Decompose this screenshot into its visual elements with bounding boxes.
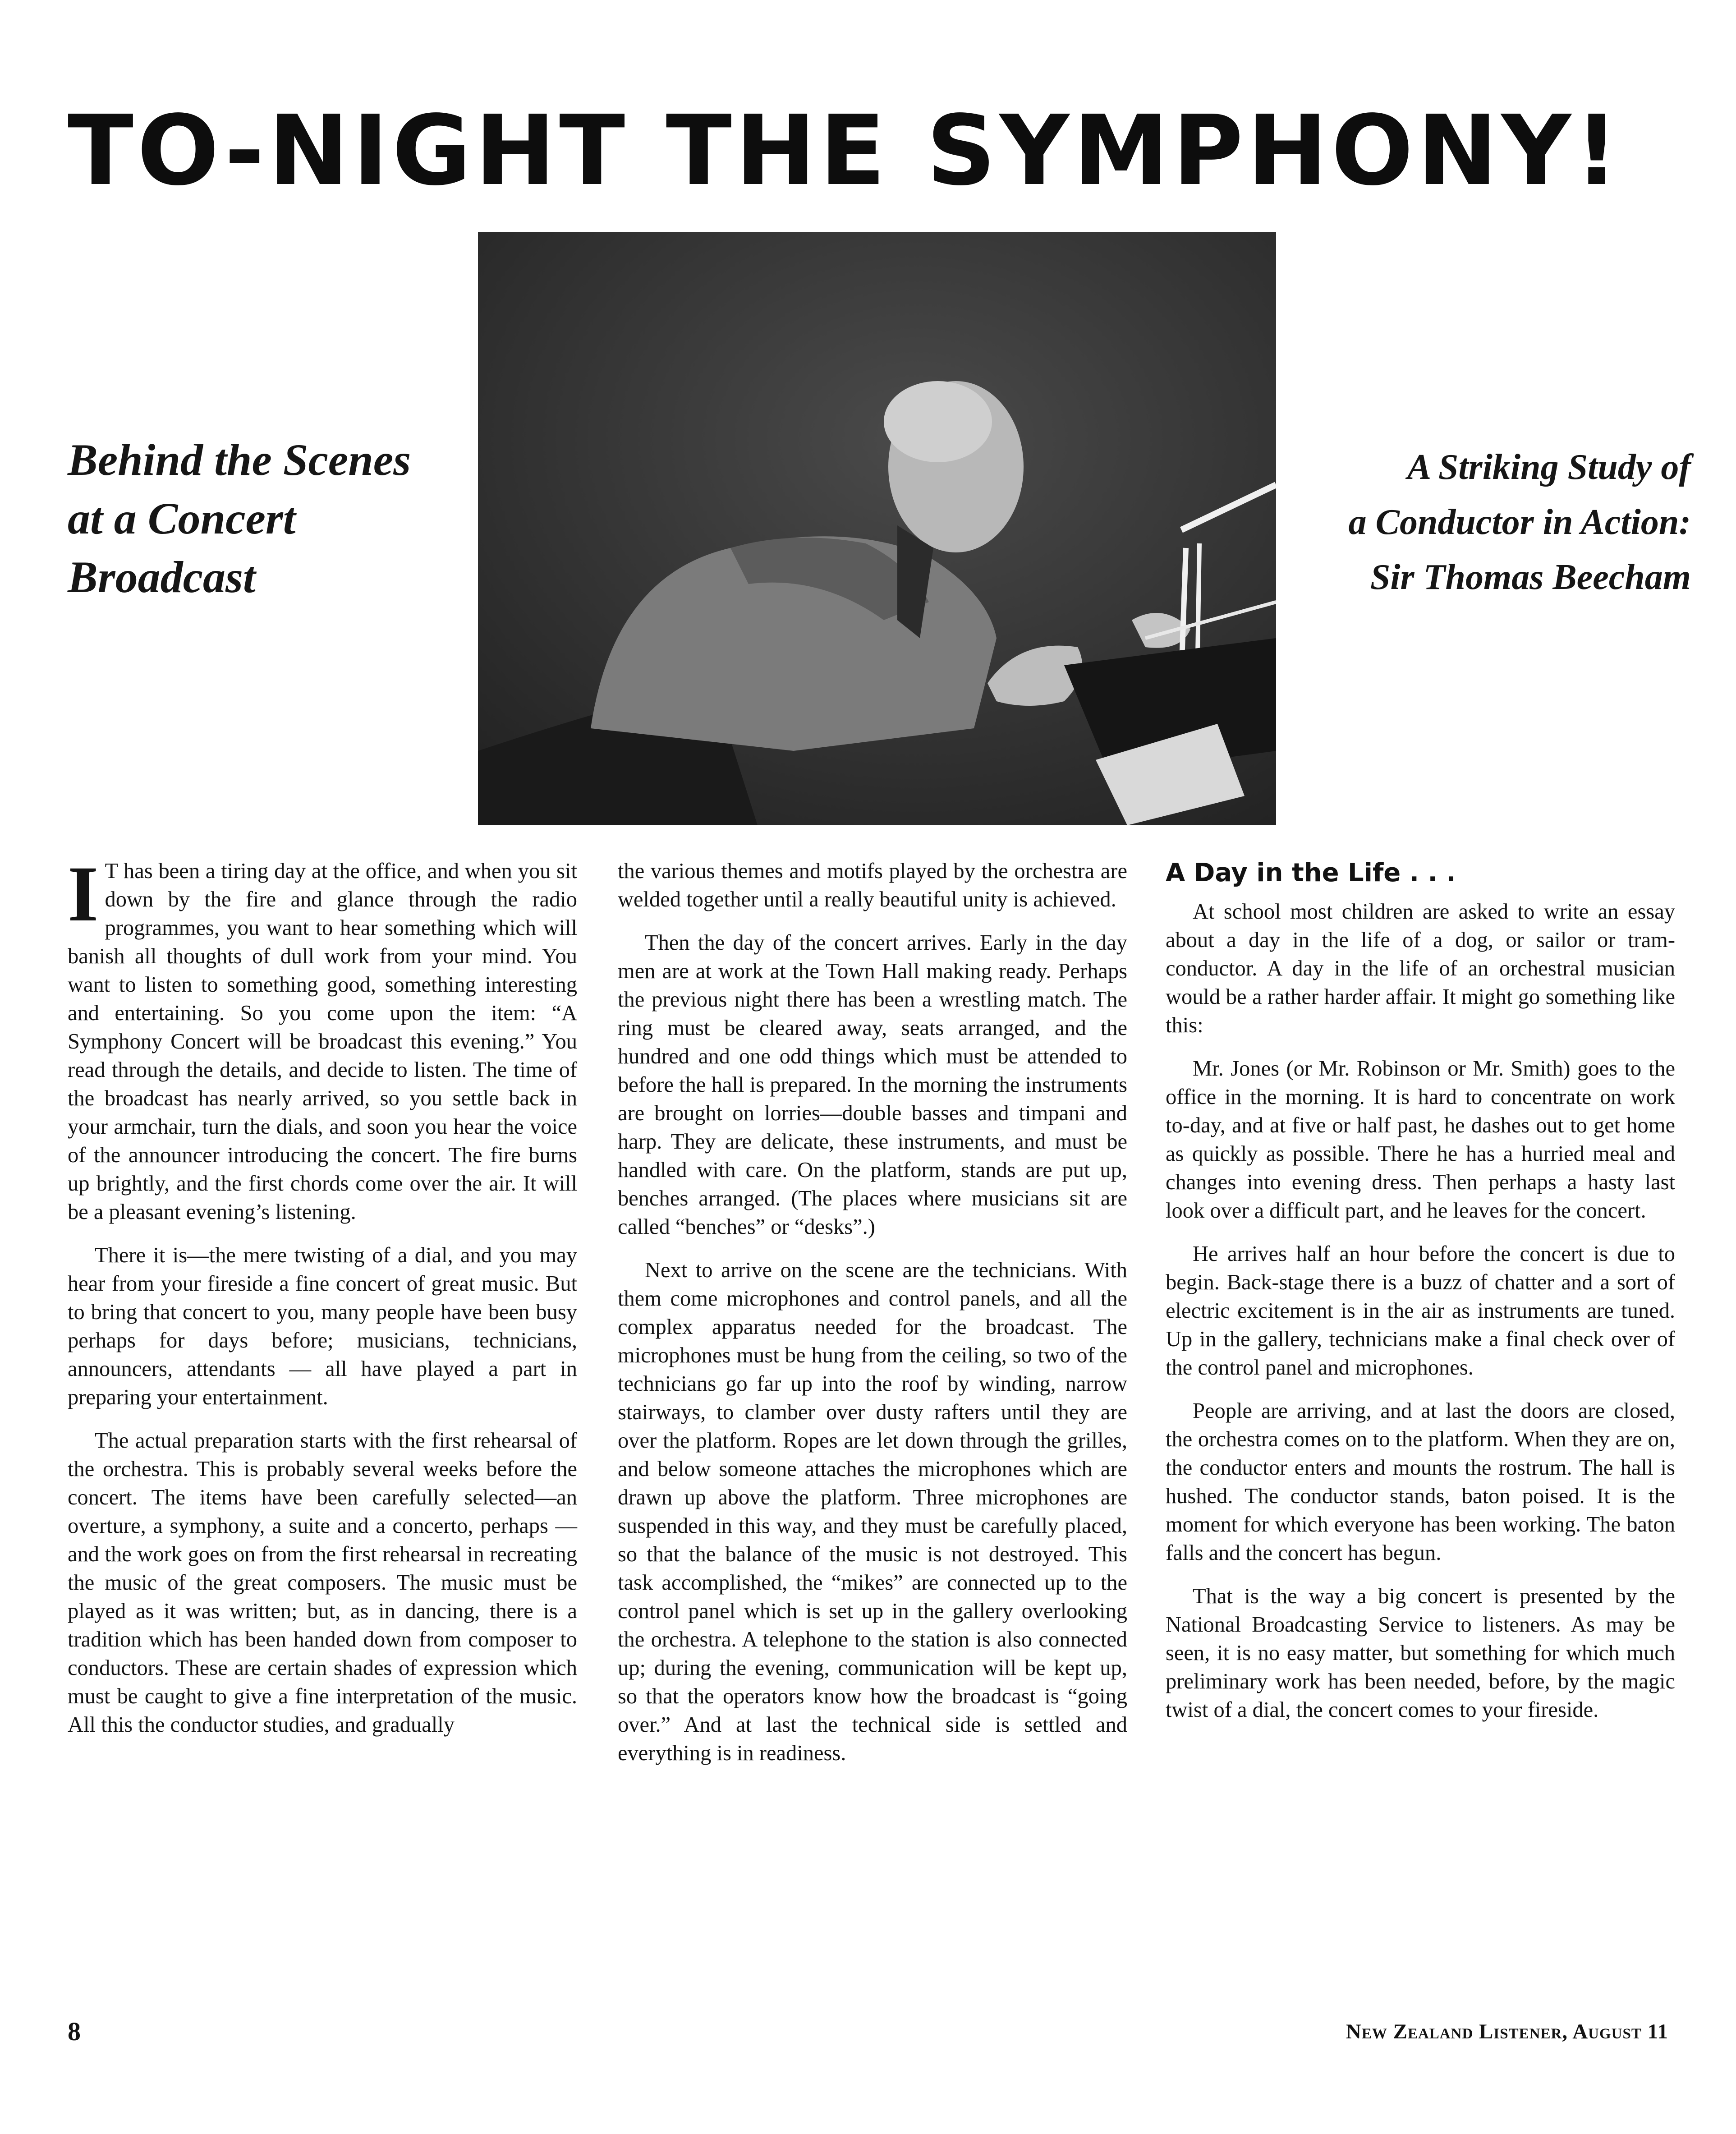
photo-caption-line: a Conductor in Action: [1348,502,1691,542]
section-heading: A Day in the Life . . . [1166,858,1456,888]
subheading-left [68,431,464,607]
photo-caption [1285,440,1691,605]
subheading-line: Broadcast [68,552,256,602]
headline: TO-NIGHT THE SYMPHONY! [68,95,1622,207]
article-paragraph: The actual preparation starts with the first rehearsal of the orchestra. This is probably several weeks before the concert. The items have been carefully selected—an overture, a symphony, a suite and a concerto, perhaps —and the work goes on from the first rehearsal in recreating the music of the great composers. The music must be played as it was written; but, as in dancing, there is a tradition which has been handed down from composer to conductors. These are certain shades of expression which must be caught to give a fine interpretation of the music. All this the conductor studies, and gradually [68,1429,577,1737]
article-paragraph: Mr. Jones (or Mr. Robinson or Mr. Smith) goes to the office in the morning. It is hard to concentrate on work to-day, and at five or half past, he dashes out to get home as quickly as possible. There he has a hurried meal and changes into evening dress. Then perhaps a hasty last look over a difficult part, and he leaves for the concert. [1166,1057,1675,1223]
photo-caption-line: Sir Thomas Beecham [1370,557,1691,597]
conductor-photo [478,232,1276,825]
article-paragraph [68,850,577,1226]
article-paragraph: Next to arrive on the scene are the technicians. With them come microphones and control panels, and all the complex apparatus needed for the broadcast. The microphones must be hung from the ceiling, so two of the technicians go far up into the roof by winding, narrow stairways, to clamber over dusty rafters until they are over the platform. Ropes are let down through the grilles, and below someone attaches the microphones which are drawn up above the platform. Three microphones are suspended in this way, and they must be carefully placed, so that the balance of the music is not destroyed. This task accomplished, the “mikes” are connected up to the control panel which is set up in the gallery overlooking the orchestra. A telephone to the station is also connected up; during the evening, communication will be kept up, so that the operators know how the broadcast is “going over.” And at last the technical side is settled and everything is in readiness. [618,1258,1127,1765]
publication-credit: New Zealand Listener, August 11 [1346,2020,1668,2043]
article-paragraph: At school most children are asked to write an essay about a day in the life of a dog, or sailor or tram-conductor. A day in the life of an orchestral musician would be a rather harder affair. It might go something like this: [1166,900,1675,1037]
article-paragraph: People are arriving, and at last the doors are closed, the orchestra comes on to the platform. When they are on, the conductor enters and mounts the rostrum. The hall is hushed. The conductor stands, baton poised. It is the moment for which everyone has been working. The baton falls and the concert has begun. [1166,1399,1675,1565]
article-column-3 [1166,857,1675,1739]
drop-cap: I [68,850,99,938]
article-column-1 [68,850,577,1754]
subheading-line: Behind the Scenes [68,435,411,485]
paragraph-text: T has been a tiring day at the office, and when you sit down by the fire and glance through the radio programmes, you want to hear something which will banish all thoughts of dull work from your mind. You want to listen to something good, something interesting and entertaining. So you come upon the item: “A Symphony Concert will be broadcast this evening.” You read through the details, and decide to listen. The time of the broadcast has nearly arrived, so you settle back in your armchair, turn the dials, and soon you hear the voice of the announcer introducing the concert. The fire burns up brightly, and the first chords come over the air. It will be a pleasant evening’s listening. [68,859,577,1224]
article-paragraph: That is the way a big concert is presented by the National Broadcasting Service to listeners. As may be seen, it is no easy matter, but something for which much preliminary work has been needed, before, by the magic twist of a dial, the concert comes to your fireside. [1166,1584,1675,1722]
photo-caption-line: A Striking Study of [1407,447,1691,487]
subheading-line: at a Concert [68,493,296,543]
article-column-2 [618,857,1127,1782]
page-number: 8 [68,2017,81,2046]
article-paragraph: There it is—the mere twisting of a dial, and you may hear from your fireside a fine concert of great music. But to bring that concert to you, many people have been busy perhaps for days before; musicians, technicians, announcers, attendants — all have played a part in preparing your entertainment. [68,1243,577,1409]
article-paragraph: Then the day of the concert arrives. Early in the day men are at work at the Town Hall making ready. Perhaps the previous night there has been a wrestling match. The ring must be cleared away, seats arranged, and the hundred and one odd things which must be attended to before the hall is prepared. In the morning the instruments are brought on lorries—double basses and timpani and harp. They are delicate, these instruments, and must be handled with care. On the platform, stands are put up, benches arranged. (The places where musicians sit are called “benches” or “desks”.) [618,931,1127,1239]
conductor-photo-image [478,232,1276,825]
article-paragraph: the various themes and motifs played by the orchestra are welded together until a really beautiful unity is achieved. [618,859,1127,911]
article-paragraph: He arrives half an hour before the concert is due to begin. Back-stage there is a buzz of chatter and a sort of electric excitement is in the air as instruments are tuned. Up in the gallery, technicians make a final check over of the control panel and microphones. [1166,1242,1675,1380]
